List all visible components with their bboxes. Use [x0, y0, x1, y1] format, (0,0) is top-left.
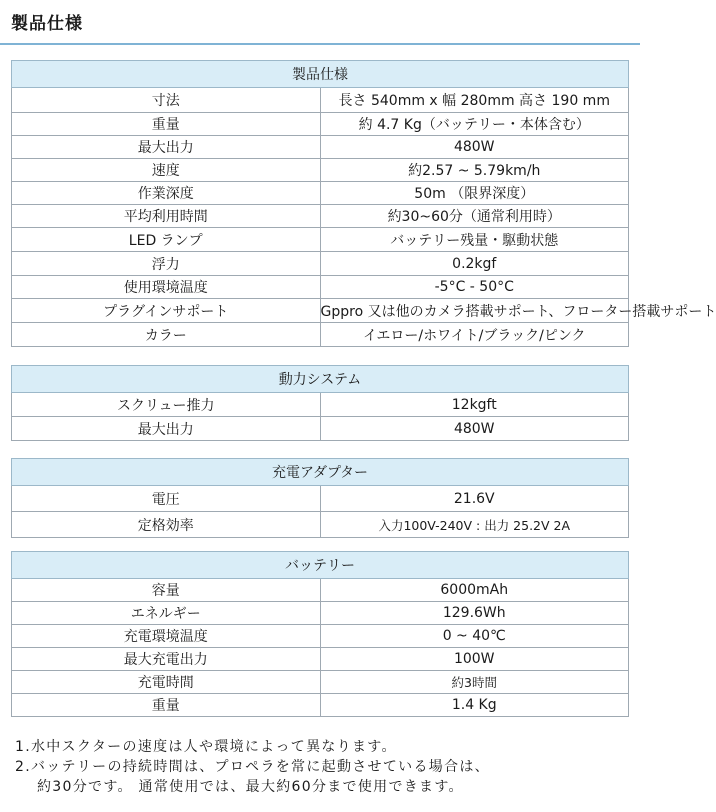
adapter-label-efficiency: 定格効率 — [12, 512, 321, 538]
spec-label-color: カラー — [12, 323, 321, 347]
spec-table-header: 製品仕様 — [12, 61, 629, 88]
power-table-header: 動力システム — [12, 366, 629, 393]
spec-value-plugin-support: Gppro 又は他のカメラ搭載サポート、フローター搭載サポート — [320, 299, 629, 323]
spec-label-weight: 重量 — [12, 113, 321, 136]
spec-label-depth: 作業深度 — [12, 182, 321, 205]
battery-value-max-charge-output: 100W — [320, 648, 629, 671]
battery-label-capacity: 容量 — [12, 579, 321, 602]
spec-label-avg-runtime: 平均利用時間 — [12, 205, 321, 228]
battery-value-energy: 129.6Wh — [320, 602, 629, 625]
battery-label-charge-time: 充電時間 — [12, 671, 321, 694]
power-table — [11, 365, 629, 441]
spec-value-depth: 50m （限界深度） — [320, 182, 629, 205]
spec-label-temperature: 使用環境温度 — [12, 276, 321, 299]
page-title: 製品仕様 — [11, 14, 83, 34]
power-label-thrust: スクリュー推力 — [12, 393, 321, 417]
spec-value-weight: 約 4.7 Kg（バッテリー・本体含む） — [320, 113, 629, 136]
spec-value-avg-runtime: 約30~60分（通常利用時） — [320, 205, 629, 228]
footnote-1: 1.水中スクターの速度は人や環境によって異なります。 — [15, 739, 397, 755]
footnote-2: 2.バッテリーの持続時間は、プロペラを常に起動させている場合は、 — [15, 759, 490, 775]
spec-label-buoyancy: 浮力 — [12, 252, 321, 276]
spec-value-dimensions: 長さ 540mm x 幅 280mm 高さ 190 mm — [320, 88, 629, 113]
adapter-label-voltage: 電圧 — [12, 486, 321, 512]
battery-label-weight: 重量 — [12, 694, 321, 717]
spec-value-max-output: 480W — [320, 136, 629, 159]
battery-value-charge-time: 約3時間 — [320, 671, 629, 694]
battery-value-capacity: 6000mAh — [320, 579, 629, 602]
spec-label-speed: 速度 — [12, 159, 321, 182]
spec-value-color: イエロー/ホワイト/ブラック/ピンク — [320, 323, 629, 347]
spec-label-max-output: 最大出力 — [12, 136, 321, 159]
battery-table — [11, 551, 629, 717]
adapter-table — [11, 458, 629, 538]
footnote-2-continued: 約30分です。 通常使用では、最大約60分まで使用できます。 — [37, 779, 464, 795]
spec-table — [11, 60, 716, 347]
battery-label-max-charge-output: 最大充電出力 — [12, 648, 321, 671]
adapter-value-efficiency: 入力100V-240V : 出力 25.2V 2A — [320, 512, 629, 538]
spec-label-dimensions: 寸法 — [12, 88, 321, 113]
title-divider — [0, 43, 640, 45]
power-value-thrust: 12kgft — [320, 393, 629, 417]
battery-label-energy: エネルギー — [12, 602, 321, 625]
battery-value-charge-temp: 0 ~ 40℃ — [320, 625, 629, 648]
spec-value-speed: 約2.57 ~ 5.79km/h — [320, 159, 629, 182]
spec-label-led: LED ランプ — [12, 228, 321, 252]
power-label-max-output: 最大出力 — [12, 417, 321, 441]
spec-value-buoyancy: 0.2kgf — [320, 252, 629, 276]
spec-value-temperature: -5°C - 50°C — [320, 276, 629, 299]
adapter-table-header: 充電アダプター — [12, 459, 629, 486]
battery-label-charge-temp: 充電環境温度 — [12, 625, 321, 648]
power-value-max-output: 480W — [320, 417, 629, 441]
adapter-value-voltage: 21.6V — [320, 486, 629, 512]
spec-value-led: バッテリー残量・駆動状態 — [320, 228, 629, 252]
spec-label-plugin-support: プラグインサポート — [12, 299, 321, 323]
battery-table-header: バッテリー — [12, 552, 629, 579]
footnotes — [15, 737, 490, 797]
battery-value-weight: 1.4 Kg — [320, 694, 629, 717]
